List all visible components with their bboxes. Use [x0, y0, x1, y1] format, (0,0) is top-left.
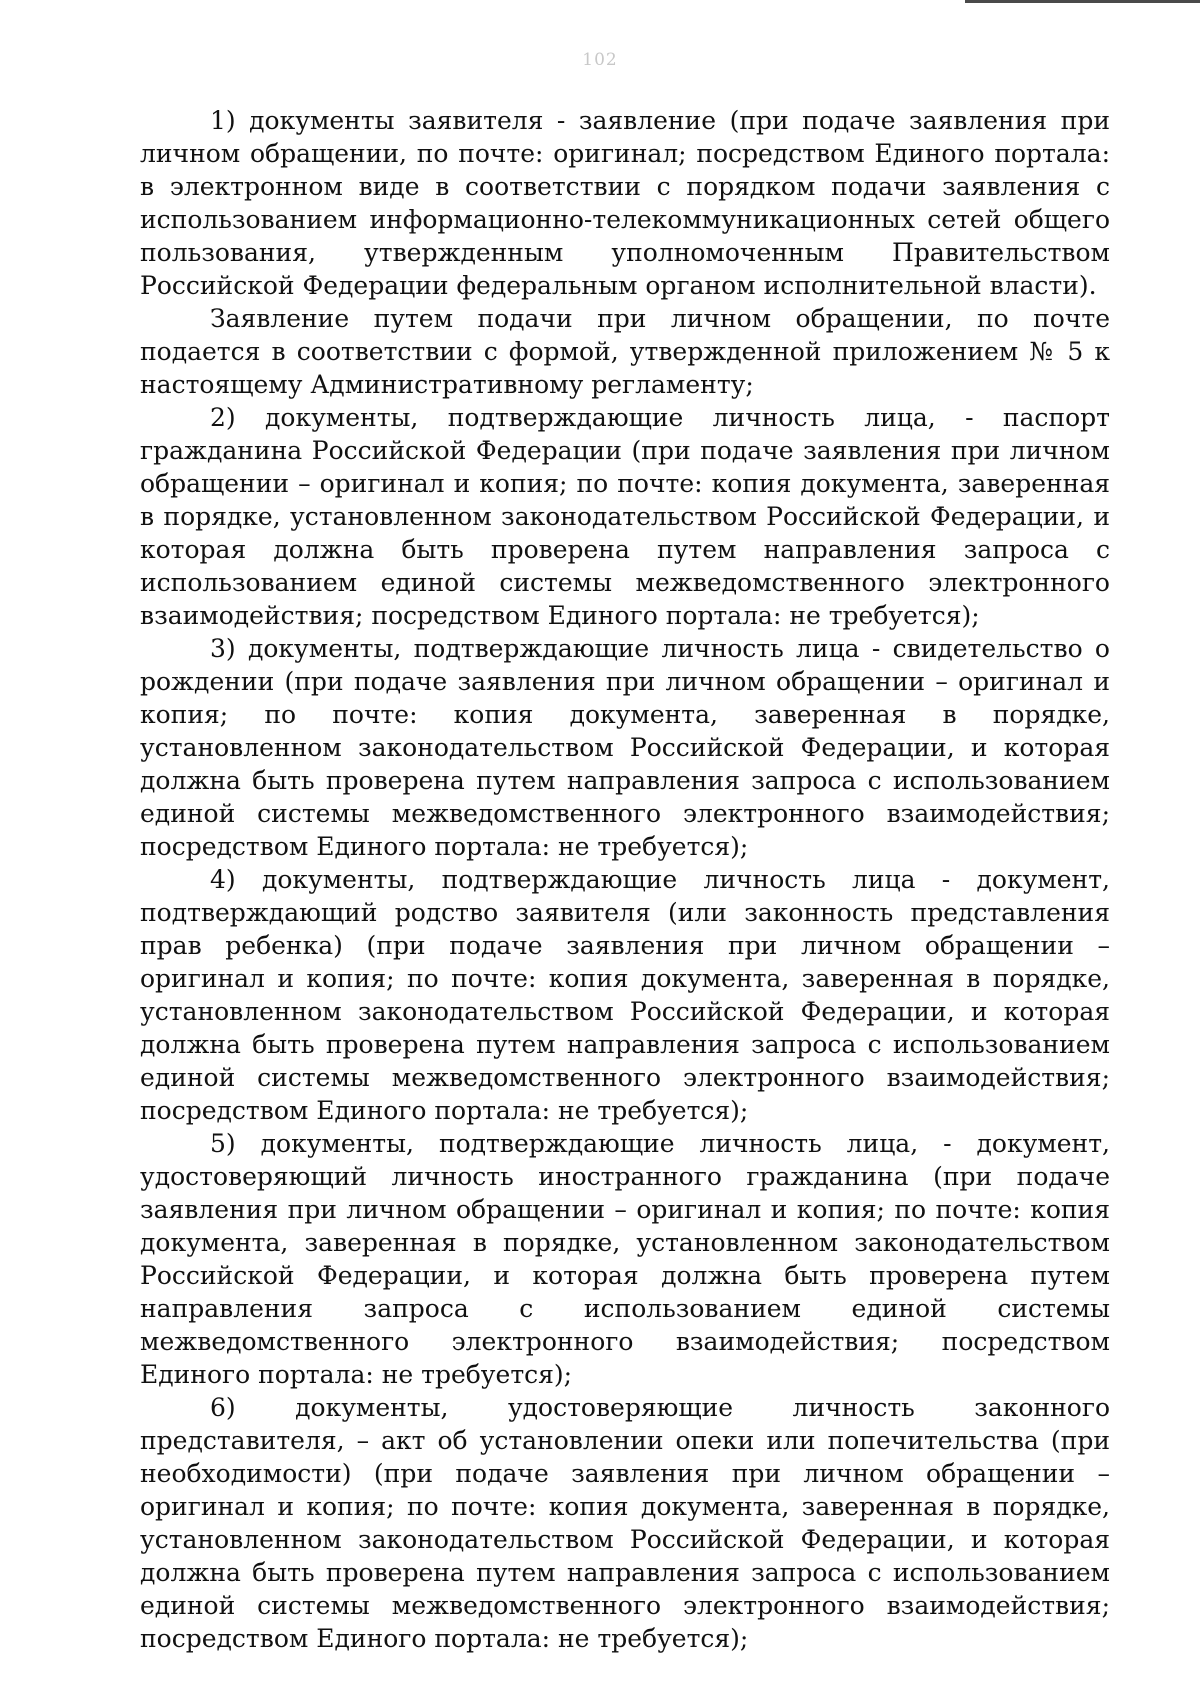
paragraph-item-6: 6) документы, удостоверяющие личность законного представителя, – акт об установлении опеки или попечительства (при необходимости) (при подаче заявления при личном обращении – оригинал и копия; по почте: копия документа, заверенная в порядке, установленном законодательством Российской Федерации, и которая должна быть проверена путем направления запроса с использованием единой системы межведомственного электронного взаимодействия; посредством Единого портала: не требуется);	[140, 1393, 1110, 1653]
top-rule-line	[965, 0, 1200, 3]
document-body	[140, 104, 1110, 1655]
paragraph-item-3: 3) документы, подтверждающие личность лица - свидетельство о рождении (при подаче заявления при личном обращении – оригинал и копия; по почте: копия документа, заверенная в порядке, установленном законодательством Российской Федерации, и которая должна быть проверена путем направления запроса с использованием единой системы межведомственного электронного взаимодействия; посредством Единого портала: не требуется);	[140, 634, 1110, 861]
paragraph-item-1: 1) документы заявителя - заявление (при подаче заявления при личном обращении, по почте: оригинал; посредством Единого портала: в электронном виде в соответствии с порядком подачи заявления с использованием информационно-телекоммуникационных сетей общего пользования, утвержденным уполномоченным Правительством Российской Федерации федеральным органом исполнительной власти).	[140, 106, 1110, 300]
paragraph-item-5: 5) документы, подтверждающие личность лица, - документ, удостоверяющий личность иностранного гражданина (при подаче заявления при личном обращении – оригинал и копия; по почте: копия документа, заверенная в порядке, установленном законодательством Российской Федерации, и которая должна быть проверена путем направления запроса с использованием единой системы межведомственного электронного взаимодействия; посредством Единого портала: не требуется);	[140, 1129, 1110, 1389]
page-number: 102	[582, 50, 618, 70]
paragraph-form-note: Заявление путем подачи при личном обращении, по почте подается в соответствии с формой, утвержденной приложением № 5 к настоящему Административному регламенту;	[140, 304, 1110, 399]
paragraph-item-4: 4) документы, подтверждающие личность лица - документ, подтверждающий родство заявителя (или законность представления прав ребенка) (при подаче заявления при личном обращении – оригинал и копия; по почте: копия документа, заверенная в порядке, установленном законодательством Российской Федерации, и которая должна быть проверена путем направления запроса с использованием единой системы межведомственного электронного взаимодействия; посредством Единого портала: не требуется);	[140, 865, 1110, 1125]
paragraph-item-2: 2) документы, подтверждающие личность лица, - паспорт гражданина Российской Федерации (при подаче заявления при личном обращении – оригинал и копия; по почте: копия документа, заверенная в порядке, установленном законодательством Российской Федерации, и которая должна быть проверена путем направления запроса с использованием единой системы межведомственного электронного взаимодействия; посредством Единого портала: не требуется);	[140, 403, 1110, 630]
